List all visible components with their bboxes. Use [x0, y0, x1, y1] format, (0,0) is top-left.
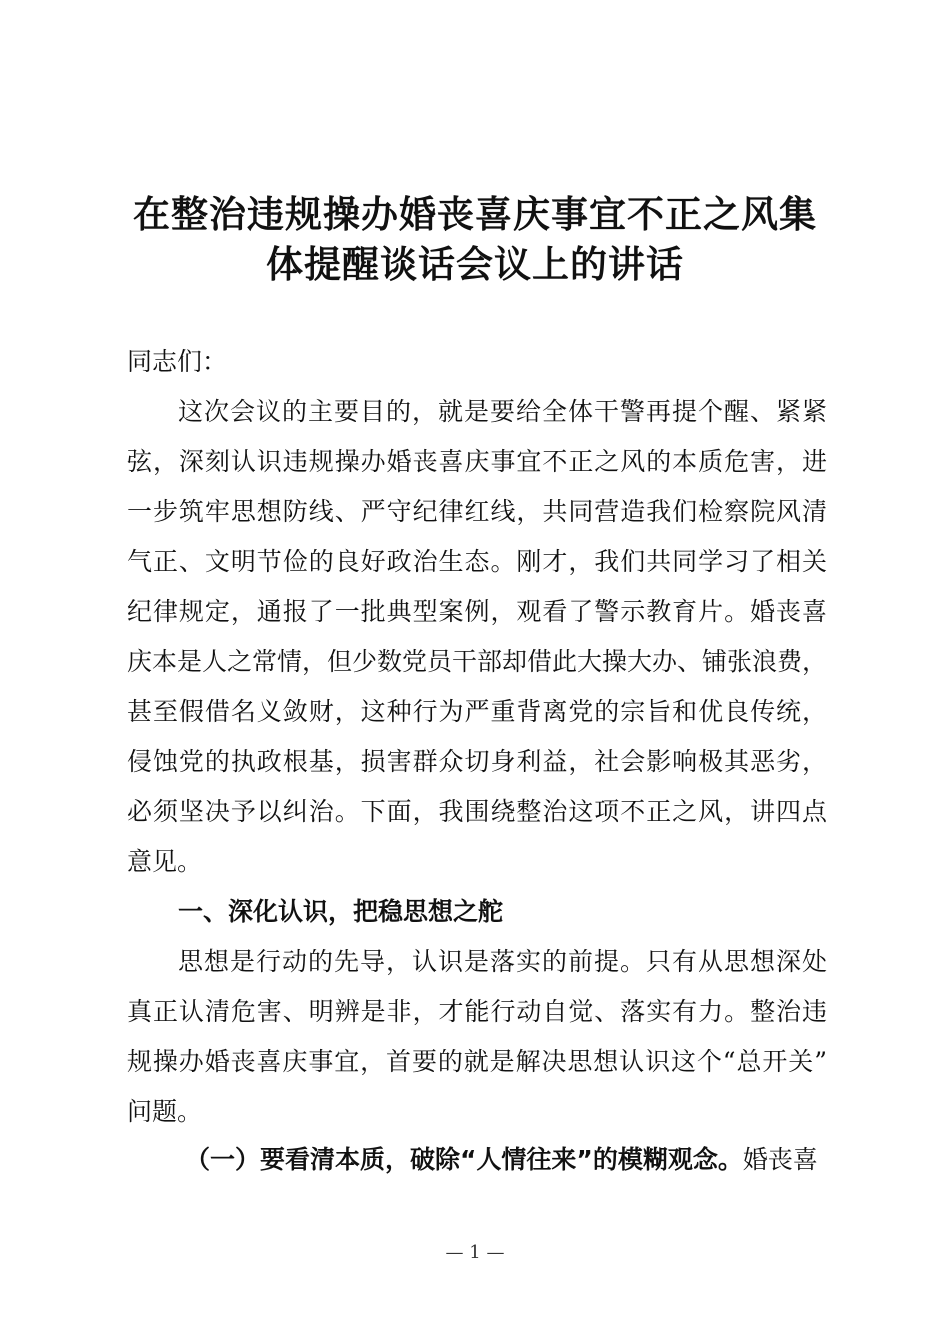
paragraph-line: 弦，深刻认识违规操办婚丧喜庆事宜不正之风的本质危害，进 [127, 447, 827, 476]
page-number: — 1 — [445, 1242, 505, 1263]
paragraph-line: 真正认清危害、明辨是非，才能行动自觉、落实有力。整治违 [127, 997, 827, 1026]
subheading-1: （一）要看清本质，破除“人情往来”的模糊观念。 [185, 1145, 743, 1174]
paragraph-line: 纪律规定，通报了一批典型案例，观看了警示教育片。婚丧喜 [127, 597, 827, 626]
paragraph-line: 思想是行动的先导，认识是落实的前提。只有从思想深处 [178, 947, 827, 976]
paragraph-line: 问题。 [127, 1097, 203, 1126]
paragraph-line: 规操办婚丧喜庆事宜，首要的就是解决思想认识这个“总开关” [127, 1047, 827, 1076]
paragraph-line: 庆本是人之常情，但少数党员干部却借此大操大办、铺张浪费， [127, 647, 828, 676]
paragraph-line: 一步筑牢思想防线、严守纪律红线，共同营造我们检察院风清 [127, 497, 827, 526]
paragraph-line: 这次会议的主要目的，就是要给全体干警再提个醒、紧紧 [178, 397, 827, 426]
document-title-line-1: 在整治违规操办婚丧喜庆事宜不正之风集 [133, 193, 817, 236]
paragraph-line: 气正、文明节俭的良好政治生态。刚才，我们共同学习了相关 [127, 547, 827, 576]
paragraph-line: 甚至假借名义敛财，这种行为严重背离党的宗旨和优良传统， [127, 697, 827, 726]
subheading-1-text: 婚丧喜 [742, 1145, 818, 1174]
salutation: 同志们： [127, 347, 228, 376]
subheading-1-line [185, 1135, 834, 1185]
paragraph-line: 意见。 [127, 847, 203, 876]
document-title-line-2: 体提醒谈话会议上的讲话 [266, 243, 684, 286]
paragraph-line: 侵蚀党的执政根基，损害群众切身利益，社会影响极其恶劣， [127, 747, 827, 776]
paragraph-line: 必须坚决予以纠治。下面，我围绕整治这项不正之风，讲四点 [127, 797, 827, 826]
section-heading-1: 一、深化认识，把稳思想之舵 [178, 897, 504, 926]
